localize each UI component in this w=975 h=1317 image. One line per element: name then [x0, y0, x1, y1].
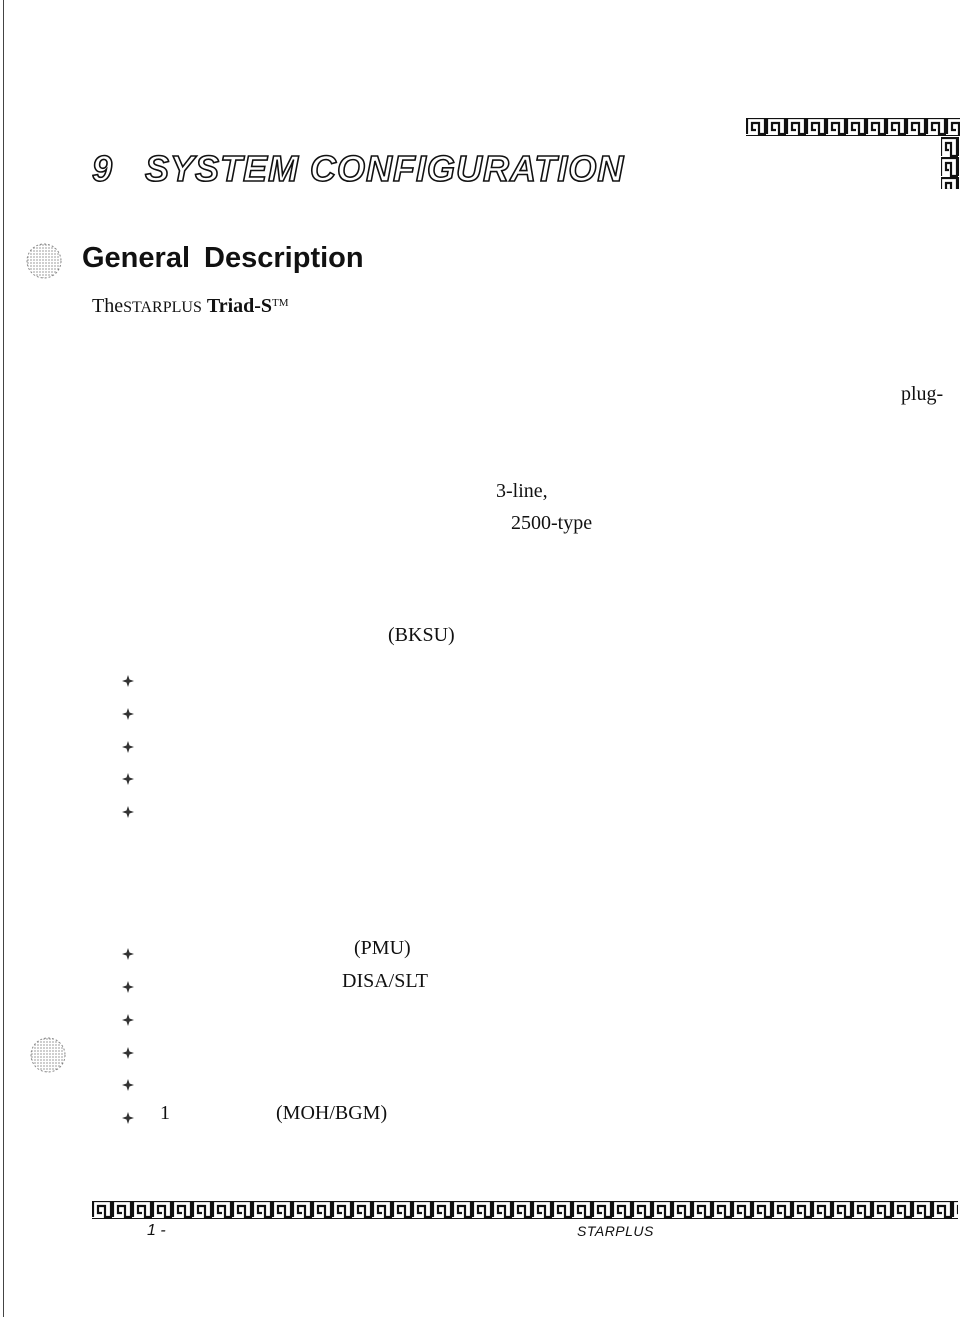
diamond-bullet-icon — [122, 1047, 134, 1059]
diamond-bullet-icon — [122, 1112, 134, 1124]
diamond-bullet-icon — [122, 948, 134, 960]
text-fragment-plug: plug- — [901, 383, 944, 405]
footer-brand: STARPLUS — [577, 1223, 654, 1239]
product-name: Triad-S — [206, 295, 273, 317]
option-one: 1 — [160, 1102, 170, 1124]
greek-key-border-icon — [940, 137, 960, 189]
stippled-sphere-icon — [24, 241, 64, 281]
chapter-number: 9 — [92, 148, 114, 189]
option-disa-slt: DISA/SLT — [342, 970, 428, 992]
diamond-bullet-icon — [122, 773, 134, 785]
diamond-bullet-icon — [122, 1079, 134, 1091]
chapter-heading — [92, 148, 624, 190]
text-fragment-three-line: 3-line, — [496, 480, 548, 502]
diamond-bullet-icon — [122, 1014, 134, 1026]
greek-key-border-icon — [746, 117, 960, 137]
diamond-bullet-icon — [122, 708, 134, 720]
diamond-bullet-icon — [122, 741, 134, 753]
text-fragment-bksu: (BKSU) — [388, 624, 455, 646]
diamond-bullet-icon — [122, 675, 134, 687]
footer-page-number: 1 - — [147, 1222, 166, 1239]
brand-name: STARPLUS — [123, 299, 202, 316]
option-pmu: (PMU) — [354, 937, 411, 959]
greek-key-border-icon — [92, 1200, 958, 1220]
intro-text: TheSTARPLUS Triad-S™ — [92, 295, 289, 317]
text-fragment-2500-type: 2500-type — [511, 512, 593, 534]
diamond-bullet-icon — [122, 806, 134, 818]
chapter-title: SYSTEM CONFIGURATION — [145, 148, 625, 189]
option-moh-bgm: (MOH/BGM) — [276, 1102, 388, 1124]
left-margin-rule — [3, 0, 4, 1317]
trademark: TM — [272, 297, 289, 309]
diamond-bullet-icon — [122, 981, 134, 993]
stippled-sphere-icon — [28, 1035, 68, 1075]
section-title: General Description — [82, 242, 364, 274]
